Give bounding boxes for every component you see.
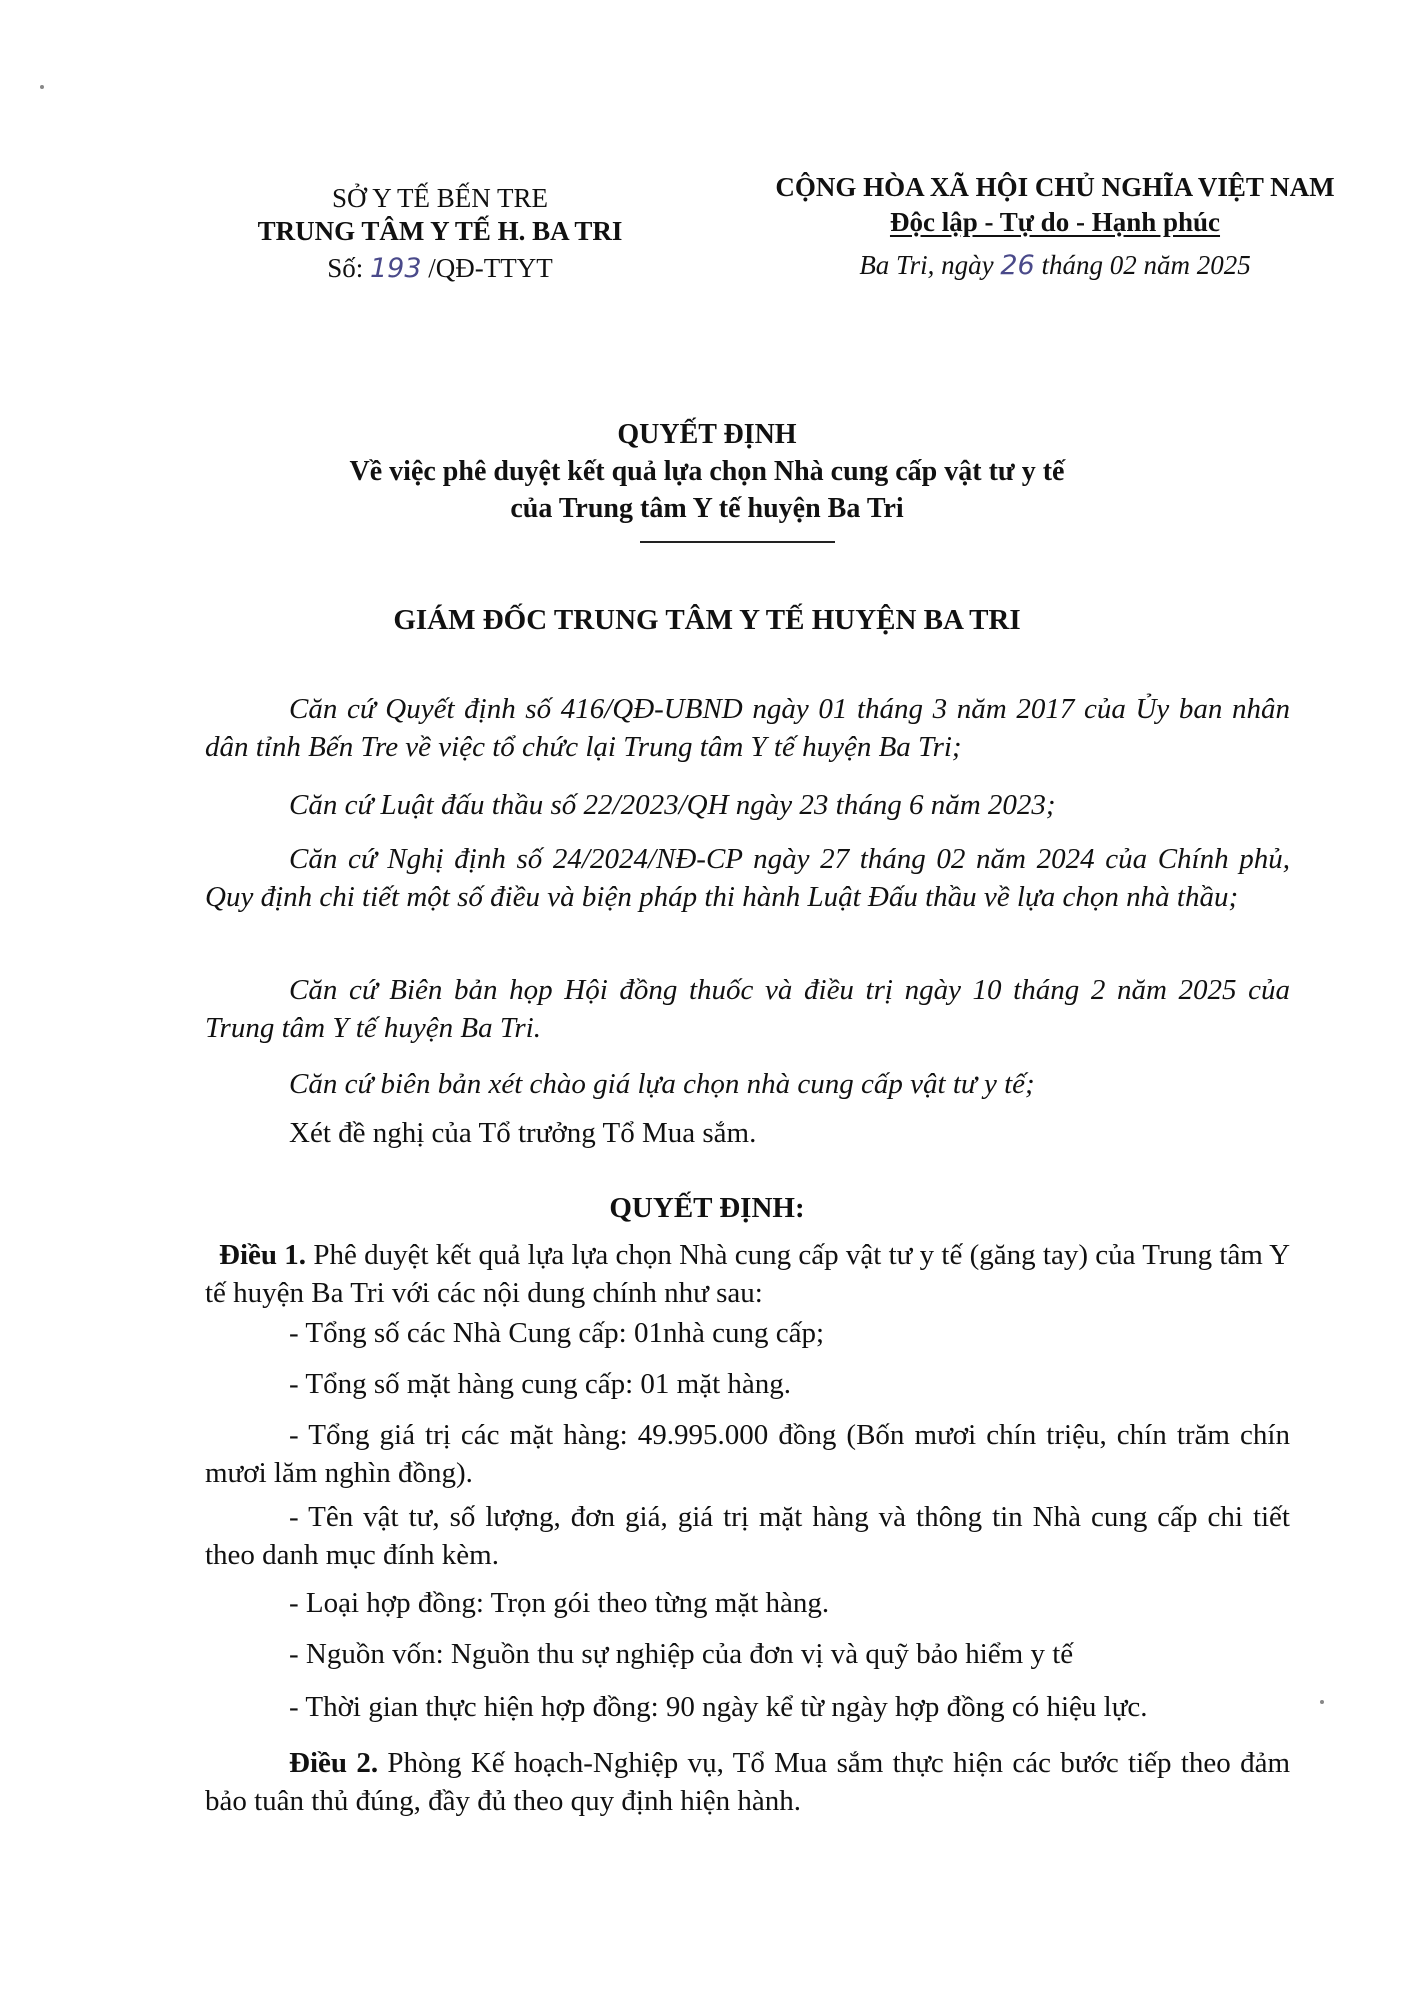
date-suffix: tháng 02 năm 2025 (1041, 250, 1251, 280)
handwritten-number: 193 (370, 253, 422, 284)
article-1-item: - Tổng số mặt hàng cung cấp: 01 mặt hàng. (289, 1368, 792, 1400)
issuer-block (205, 182, 675, 285)
article-2-label: Điều 2. (289, 1747, 379, 1779)
basis-3: Căn cứ Nghị định số 24/2024/NĐ-CP ngày 27 tháng 02 năm 2024 của Chính phủ, Quy định chi tiết một số điều và biện pháp thi hành Luật Đấu thầu về lựa chọn nhà thầu; (205, 843, 1290, 913)
article-1-item: - Loại hợp đồng: Trọn gói theo từng mặt hàng. (289, 1587, 830, 1619)
document-number (205, 252, 675, 285)
basis-2: Căn cứ Luật đấu thầu số 22/2023/QH ngày 23 tháng 6 năm 2023; (289, 789, 1056, 821)
national-header (735, 170, 1375, 283)
center-name: TRUNG TÂM Y TẾ H. BA TRI (257, 216, 623, 246)
date-prefix: Ba Tri, ngày (859, 250, 994, 280)
national-motto: Độc lập - Tự do - Hạnh phúc (889, 207, 1221, 237)
title-line-3: của Trung tâm Y tế huyện Ba Tri (510, 493, 904, 524)
scan-speck (1320, 1700, 1324, 1704)
article-1-item: - Tên vật tư, số lượng, đơn giá, giá trị mặt hàng và thông tin Nhà cung cấp chi tiết theo danh mục đính kèm. (205, 1501, 1290, 1571)
decision-heading: QUYẾT ĐỊNH: (609, 1192, 805, 1224)
basis-4: Căn cứ Biên bản họp Hội đồng thuốc và điều trị ngày 10 tháng 2 năm 2025 của Trung tâm Y tế huyện Ba Tri. (205, 974, 1290, 1044)
article-1 (205, 1236, 1290, 1312)
article-1-label: Điều 1. (219, 1239, 307, 1271)
issue-date (735, 248, 1375, 283)
article-2 (205, 1744, 1290, 1820)
scan-speck (40, 85, 44, 89)
document-title (0, 416, 1414, 527)
basis-5: Căn cứ biên bản xét chào giá lựa chọn nhà cung cấp vật tư y tế; (289, 1068, 1035, 1100)
title-underline (640, 541, 835, 543)
article-1-item: - Tổng số các Nhà Cung cấp: 01nhà cung cấp; (289, 1317, 824, 1349)
article-2-text: Phòng Kế hoạch-Nghiệp vụ, Tổ Mua sắm thực hiện các bước tiếp theo đảm bảo tuân thủ đúng, đầy đủ theo quy định hiện hành. (205, 1747, 1291, 1817)
handwritten-day: 26 (1000, 250, 1035, 281)
director-heading: GIÁM ĐỐC TRUNG TÂM Y TẾ HUYỆN BA TRI (393, 604, 1021, 636)
proposal: Xét đề nghị của Tổ trưởng Tổ Mua sắm. (289, 1117, 757, 1149)
title-line-1: QUYẾT ĐỊNH (617, 419, 797, 450)
basis-1: Căn cứ Quyết định số 416/QĐ-UBND ngày 01 tháng 3 năm 2017 của Ủy ban nhân dân tỉnh Bến Tre về việc tổ chức lại Trung tâm Y tế huyện Ba Tri; (205, 693, 1290, 763)
article-1-item: - Tổng giá trị các mặt hàng: 49.995.000 đồng (Bốn mươi chín triệu, chín trăm chín mươi lăm nghìn đồng). (205, 1419, 1290, 1489)
department-name: SỞ Y TẾ BẾN TRE (331, 183, 548, 213)
article-1-item: - Thời gian thực hiện hợp đồng: 90 ngày kể từ ngày hợp đồng có hiệu lực. (289, 1691, 1148, 1723)
number-prefix: Số: (327, 253, 364, 283)
article-1-item: - Nguồn vốn: Nguồn thu sự nghiệp của đơn vị và quỹ bảo hiểm y tế (289, 1638, 1074, 1670)
country-name: CỘNG HÒA XÃ HỘI CHỦ NGHĨA VIỆT NAM (775, 172, 1335, 202)
number-suffix: /QĐ-TTYT (428, 253, 553, 283)
title-line-2: Về việc phê duyệt kết quả lựa chọn Nhà cung cấp vật tư y tế (349, 456, 1065, 487)
article-1-text: Phê duyệt kết quả lựa lựa chọn Nhà cung cấp vật tư y tế (găng tay) của Trung tâm Y tế huyện Ba Tri với các nội dung chính như sau: (205, 1239, 1291, 1309)
